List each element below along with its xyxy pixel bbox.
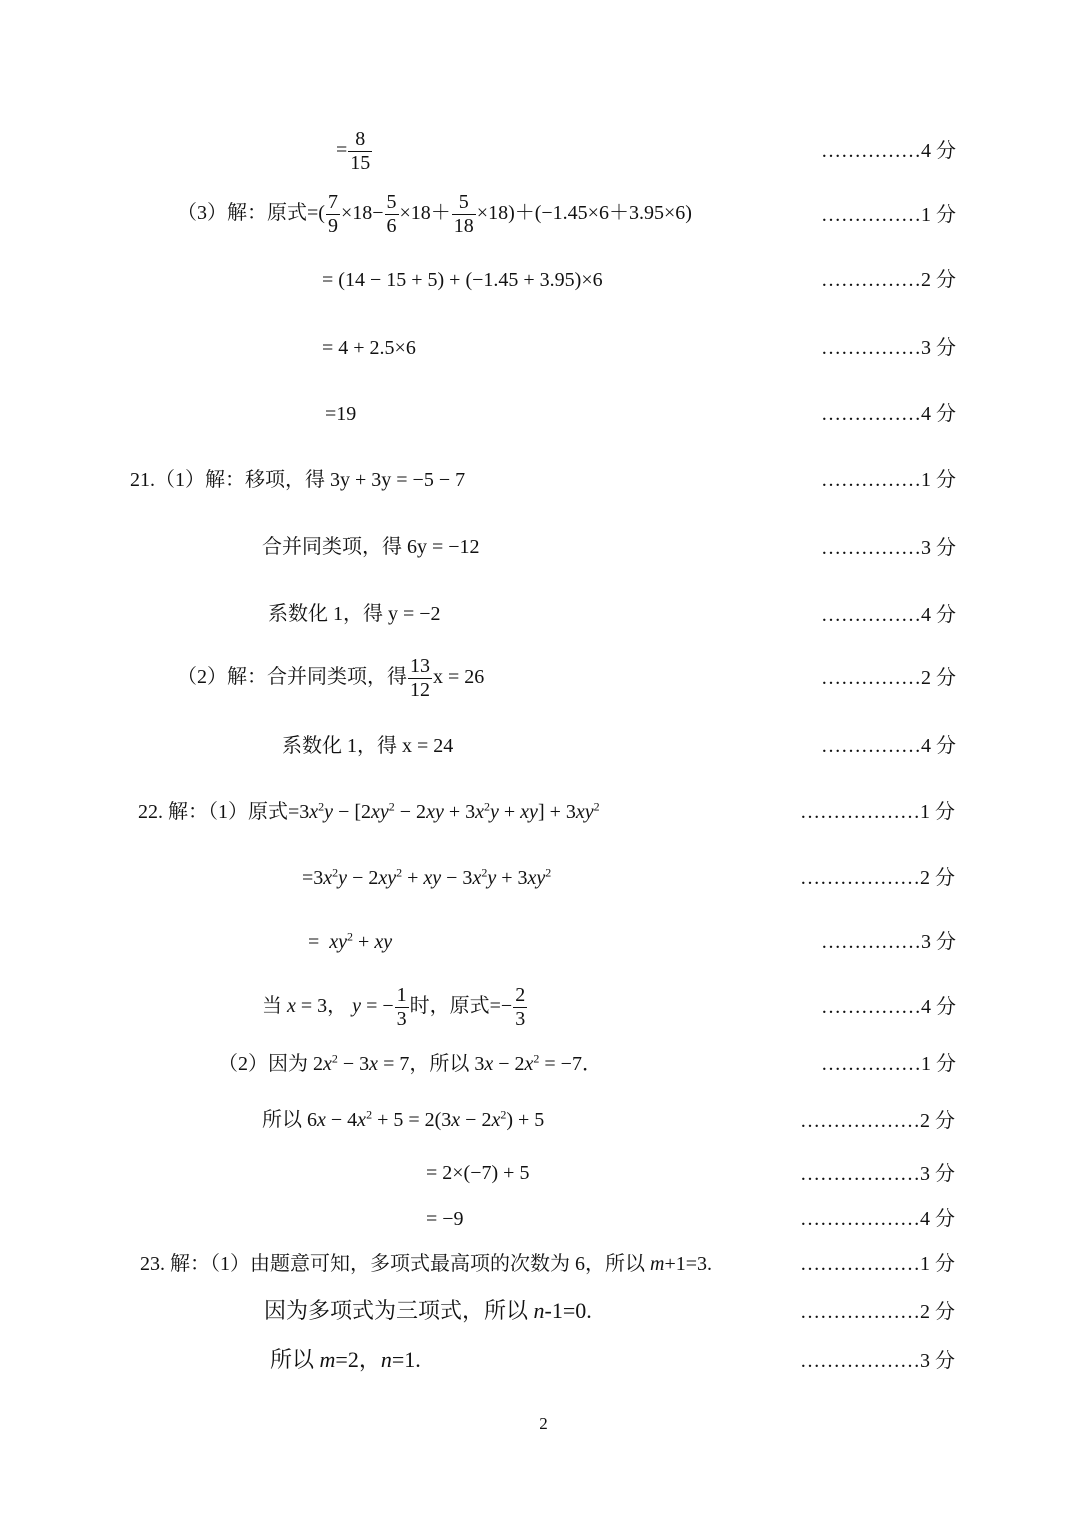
math-line-1: [336, 128, 373, 175]
score-3: ……………2 分: [821, 269, 956, 291]
score-13: ……………3 分: [821, 931, 956, 953]
math-line-16: 所以 $6x - 4x^2 + 5 = 2(3x - 2x^2) + 5$: [262, 1107, 545, 1131]
fraction: [513, 984, 527, 1031]
numerator: 5: [386, 191, 397, 213]
math-line-12: $=3x^2y - 2xy^2$ + xy − $3x^2y + 3xy^2$: [302, 865, 552, 889]
math-line-17: = 2×(−7) + 5: [426, 1162, 530, 1184]
math-line-21: 所以 m=2，n=1.: [270, 1347, 421, 1372]
fraction-5-6: [385, 191, 399, 238]
math-line-8: 系数化 1，得 y = −2: [268, 603, 441, 625]
math-line-19: 23. 解：（1）由题意可知，多项式最高项的次数为 6，所以 m+1=3.: [140, 1253, 713, 1275]
denominator: 3: [396, 1008, 407, 1030]
denominator: 3: [515, 1008, 526, 1030]
page-number: 2: [539, 1414, 548, 1433]
numerator: 7: [327, 191, 338, 213]
score-9: ……………2 分: [821, 667, 956, 689]
math-line-15: （2）因为 $2x^2 - 3x = 7$，所以 $3x - 2x^2 = -7$．: [218, 1051, 602, 1075]
score-4: ……………3 分: [821, 337, 956, 359]
score-10: ……………4 分: [821, 735, 956, 757]
score-12: ………………2 分: [800, 867, 955, 889]
denominator: 9: [327, 215, 338, 237]
fraction: [395, 984, 409, 1031]
line-prefix: （2）解：合并同类项，得: [177, 666, 407, 689]
numerator: 13: [410, 655, 430, 677]
score-16: ………………2 分: [800, 1110, 955, 1132]
equals-sign: =: [336, 139, 348, 162]
numerator: 5: [452, 191, 476, 215]
score-18: ………………4 分: [800, 1208, 955, 1230]
expr-part: ×18)＋(−1.45×6＋3.95×6): [476, 202, 692, 225]
math-line-14: [262, 984, 528, 1031]
fraction-7-9: [326, 191, 340, 238]
score-1: ……………4 分: [821, 140, 956, 162]
denominator: 6: [386, 215, 397, 237]
score-6: ……………1 分: [821, 469, 956, 491]
math-line-9: [177, 655, 484, 702]
math-line-20: 因为多项式为三项式，所以 n-1=0.: [264, 1298, 592, 1323]
fraction-5-18: [452, 191, 476, 238]
score-15: ……………1 分: [821, 1053, 956, 1075]
score-14: ……………4 分: [821, 996, 956, 1018]
denominator: 12: [410, 679, 430, 701]
math-line-2: [177, 191, 692, 238]
math-line-5: =19: [325, 403, 357, 425]
math-line-13: = $xy^2$ + xy: [308, 929, 393, 953]
numerator: 8: [348, 128, 372, 152]
score-21: ………………3 分: [800, 1350, 955, 1372]
score-5: ……………4 分: [821, 403, 956, 425]
score-19: ………………1 分: [800, 1253, 955, 1275]
numerator: 1: [396, 984, 407, 1006]
math-line-7: 合并同类项，得 6y = −12: [262, 536, 480, 558]
score-8: ……………4 分: [821, 604, 956, 626]
expr-part: ×18−: [340, 202, 384, 225]
math-line-3: = (14 − 15 + 5) + (−1.45 + 3.95)×6: [322, 269, 603, 291]
score-2: ……………1 分: [821, 204, 956, 226]
score-20: ………………2 分: [800, 1301, 955, 1323]
line-mid: 时，原式=−: [409, 995, 513, 1018]
numerator: 2: [515, 984, 526, 1006]
denominator: 18: [453, 215, 474, 237]
math-line-6: 21.（1）解：移项，得 3y + 3y = −5 − 7: [130, 469, 466, 491]
fraction: [348, 128, 372, 175]
line-prefix: 当 x = 3， y = −: [262, 995, 394, 1018]
math-line-18: = −9: [426, 1208, 464, 1230]
line-suffix: x = 26: [433, 666, 485, 689]
expr-part: ×18＋: [399, 202, 451, 225]
math-line-4: = 4 + 2.5×6: [322, 337, 416, 359]
denominator: 15: [350, 152, 371, 174]
line-prefix: （3）解：原式=(: [177, 202, 325, 225]
score-11: ………………1 分: [800, 801, 955, 823]
fraction: [408, 655, 432, 702]
math-line-11: 22. 解：（1）原式$=3x^2y - [2xy^2 - 2xy + 3x^2y + xy] + 3xy^2$: [138, 799, 600, 823]
score-7: ……………3 分: [821, 537, 956, 559]
score-17: ………………3 分: [800, 1163, 955, 1185]
math-line-10: 系数化 1，得 x = 24: [282, 735, 454, 757]
